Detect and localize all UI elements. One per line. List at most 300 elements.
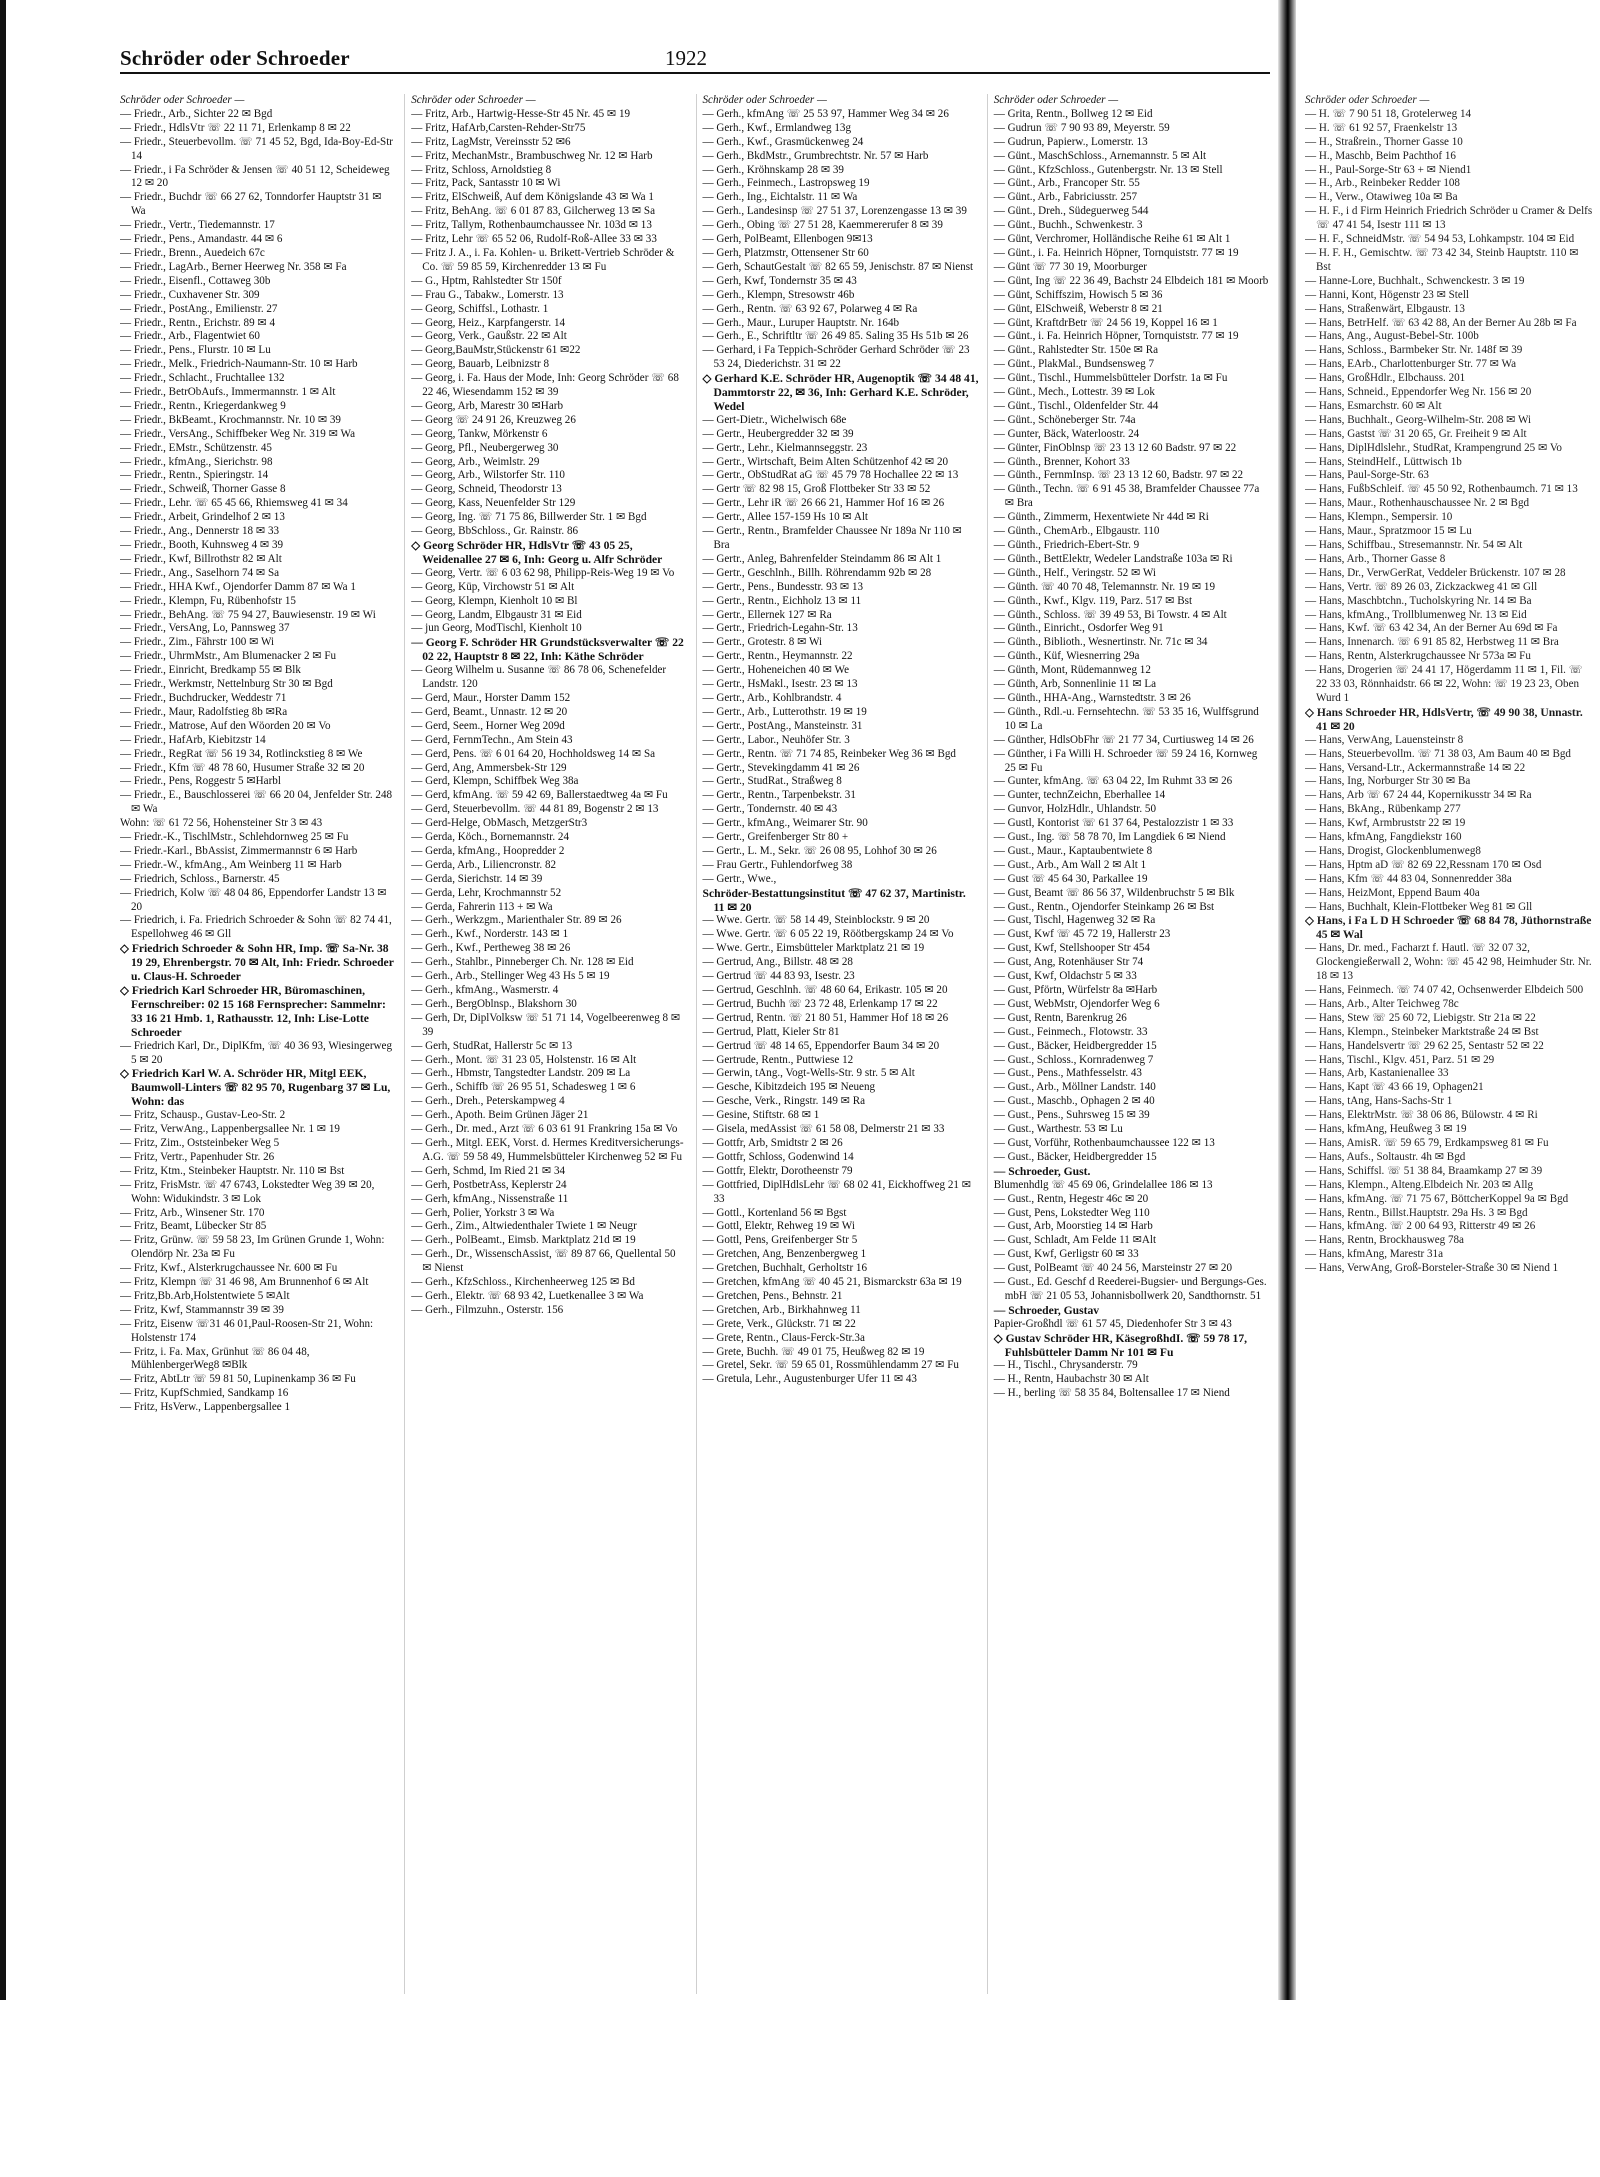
directory-entry: — Gertr., Rentn., Bramfelder Chaussee Nr 189a Nr 110 ✉ Bra xyxy=(702,525,962,551)
directory-entry: — Friedr., Pens., Amandastr. 44 ✉ 6 xyxy=(120,233,283,246)
directory-entry: — Gertrud ☏ 44 83 93, Isestr. 23 xyxy=(702,970,855,983)
directory-entry: — Friedr., Kwf, Billrothstr 82 ✉ Alt xyxy=(120,552,282,565)
directory-column xyxy=(404,94,687,1994)
directory-column xyxy=(120,94,396,1994)
directory-entry: — Günt., i. Fa. Heinrich Höpner, Tornquiststr. 77 ✉ 19 xyxy=(993,330,1239,343)
directory-entry: — Gust., Ing. ☏ 58 78 70, Im Langdiek 6 ✉ Niend xyxy=(993,831,1226,844)
directory-entry: — Gertr., Arb., Kohlbrandstr. 4 xyxy=(702,691,842,704)
directory-entry: — Fritz, Kwf., Alsterkrugchaussee Nr. 600 ✉ Fu xyxy=(120,1262,338,1275)
directory-entry: — Schroeder, Gustav xyxy=(993,1303,1100,1317)
directory-entry: ◇ Gustav Schröder HR, KäsegroßhdI. ☏ 59 78 17, Fuhlsbütteler Damm Nr 101 ✉ Fu xyxy=(993,1331,1248,1359)
directory-entry: — Frau Gertr., Fuhlendorfweg 38 xyxy=(702,858,853,871)
column-heading: Schröder oder Schroeder — xyxy=(993,94,1119,106)
directory-entry: — Hans, Arb, Kastanienallee 33 xyxy=(1305,1067,1449,1080)
directory-entry: — Gust., Arb., Möllner Landstr. 140 xyxy=(993,1081,1156,1094)
directory-entry: ◇ Hans, i Fa L D H Schroeder ☏ 68 84 78, Jüthornstraße 45 ✉ Wal xyxy=(1305,914,1592,942)
directory-entry: — Fritz, Zim., Oststeinbeker Weg 5 xyxy=(120,1136,280,1149)
directory-entry: — Günth., Küf, Wiesnerring 29a xyxy=(993,650,1140,663)
directory-entry: — Günth., Techn. ☏ 6 91 45 38, Bramfelder Chaussee 77a ✉ Bra xyxy=(993,483,1260,510)
directory-entry: — Gerd, kfmAng. ☏ 59 42 69, Ballerstaedtweg 4a ✉ Fu xyxy=(411,789,668,802)
directory-entry: — Günth., HHA-Ang., Warnstedtstr. 3 ✉ 26 xyxy=(993,691,1191,704)
directory-entry: — Fritz, Arb., Hartwig-Hesse-Str 45 Nr. 45 ✉ 19 xyxy=(411,107,631,120)
directory-entry: — Friedr., Rentn., Spieringstr. 14 xyxy=(120,469,269,482)
directory-entry: — Gust, WebMstr, Ojendorfer Weg 6 xyxy=(993,997,1160,1010)
directory-entry: — Friedr., Melk., Friedrich-Naumann-Str. 10 ✉ Harb xyxy=(120,358,358,371)
directory-entry: — Hans, Rentn, Alsterkrugchaussee Nr 573a ✉ Fu xyxy=(1305,650,1531,663)
directory-entry: — Friedr., Kfm ☏ 48 78 60, Husumer Straße 32 ✉ 20 xyxy=(120,761,365,774)
directory-entry: — Günth., ChemArb., Elbgaustr. 110 xyxy=(993,525,1160,538)
directory-entry: — Hans, SteindHelf., Lüttwisch 1b xyxy=(1305,455,1462,468)
directory-entry: — Günt., Tischl., Oldenfelder Str. 44 xyxy=(993,399,1159,412)
directory-entry: — Günth, Mont, Rüdemannweg 12 xyxy=(993,664,1151,677)
directory-entry: — Gerh, Kwf, Tondernstr 35 ✉ 43 xyxy=(702,274,857,287)
directory-page xyxy=(120,0,1270,2000)
directory-entry: — Gust., Bäcker, Heidbergredder 15 xyxy=(993,1039,1157,1052)
directory-entry: — Hans, Maschbtchn., Tucholskyring Nr. 14 ✉ Ba xyxy=(1305,594,1532,607)
directory-entry: — Friedr., Klempn, Fu, Rübenhofstr 15 xyxy=(120,594,296,607)
directory-entry: — Georg, Bauarb, Leibnizstr 8 xyxy=(411,358,550,371)
directory-entry: — Gust., Maur., Kaptaubentwiete 8 xyxy=(993,844,1153,857)
directory-entry: — Friedr., Ang., Saselhorn 74 ✉ Sa xyxy=(120,566,280,579)
directory-entry: — Fritz J. A., i. Fa. Kohlen- u. Brikett-Vertrieb Schröder & Co. ☏ 59 85 59, Kirchenredder 13 ✉ Fu xyxy=(411,246,675,273)
directory-entry: — Hans, DiplHdlslehr., StudRat, Krampengrund 25 ✉ Vo xyxy=(1305,441,1562,454)
directory-entry: — Fritz, ElSchweiß, Auf dem Königslande 43 ✉ Wa 1 xyxy=(411,191,654,204)
directory-entry: — Gust, Kwf, Gerligstr 60 ✉ 33 xyxy=(993,1248,1139,1261)
directory-entry: — Hans, Drogerien ☏ 24 41 17, Högerdamm 11 ✉ 1, Fil. ☏ 22 33 03, Rönnhaidstr. 66 ✉ 22, Wohn: ☏ 19 23 23, Oben Wurd 1 xyxy=(1305,664,1583,704)
directory-entry: — Gerda, Arb., Liliencronstr. 82 xyxy=(411,858,557,871)
directory-entry: — Gottl, Elektr, Rehweg 19 ✉ Wi xyxy=(702,1220,855,1233)
directory-entry: — Hans, Esmarchstr. 60 ✉ Alt xyxy=(1305,399,1442,412)
facing-page xyxy=(1305,0,1595,2000)
page-number: 1922 xyxy=(665,46,707,70)
directory-entry: — Günt., Schöneberger Str. 74a xyxy=(993,413,1136,426)
directory-entry: — Günth., Helf., Veringstr. 52 ✉ Wi xyxy=(993,566,1156,579)
directory-entry: — Günt., PlakMal., Bundsensweg 7 xyxy=(993,358,1154,371)
directory-entry: — Gertr., Heubergredder 32 ✉ 39 xyxy=(702,427,854,440)
directory-entry: — Schroeder, Gust. xyxy=(993,1164,1091,1178)
directory-entry: — Gerd, Ang, Ammersbek-Str 129 xyxy=(411,761,567,774)
directory-entry: — H., Verw., Otawiweg 10a ✉ Ba xyxy=(1305,191,1458,204)
directory-entry: — Fritz, Schausp., Gustav-Leo-Str. 2 xyxy=(120,1109,286,1122)
directory-entry: — Gretchen, kfmAng ☏ 40 45 21, Bismarckstr 63a ✉ 19 xyxy=(702,1276,962,1289)
directory-entry: — Gerh., Kwf., Pertheweg 38 ✉ 26 xyxy=(411,942,571,955)
directory-entry: — Hans, Aufs., Soltaustr. 4h ✉ Bgd xyxy=(1305,1150,1466,1163)
directory-entry: — Gertr., Grotestr. 8 ✉ Wi xyxy=(702,636,823,649)
directory-entry: — Günth., BettElektr, Wedeler Landstraße 103a ✉ Ri xyxy=(993,552,1233,565)
directory-entry: — Gust., Pens., Suhrsweg 15 ✉ 39 xyxy=(993,1109,1150,1122)
directory-entry: — Georg, Küp, Virchowstr 51 ✉ Alt xyxy=(411,580,575,593)
directory-entry: — Günth., Einricht., Osdorfer Weg 91 xyxy=(993,622,1164,635)
directory-entry: — Gerh., PolBeamt., Eimsb. Marktplatz 21d ✉ 19 xyxy=(411,1234,636,1247)
directory-entry: — Georg, Arb., Weimlstr. 29 xyxy=(411,455,540,468)
directory-entry: — Hans, ElektrMstr. ☏ 38 06 86, Bülowstr. 4 ✉ Ri xyxy=(1305,1109,1538,1122)
directory-entry: — Gerd, Maur., Horster Damm 152 xyxy=(411,691,571,704)
directory-entry: — Wwe. Gertr., Eimsbütteler Marktplatz 21 ✉ 19 xyxy=(702,942,925,955)
directory-entry: — Friedr., Pens., Flurstr. 10 ✉ Lu xyxy=(120,344,271,357)
directory-entry: — Hans, BetrHelf. ☏ 63 42 88, An der Berner Au 28b ✉ Fa xyxy=(1305,316,1577,329)
directory-entry: — Friedr., HdlsVtr ☏ 22 11 71, Erlenkamp 8 ✉ 22 xyxy=(120,121,351,134)
directory-entry: — Friedr., Lehr. ☏ 65 45 66, Rhiemsweg 41 ✉ 34 xyxy=(120,497,348,510)
directory-entry: — Hans, Versand-Ltr., Ackermannstraße 14 ✉ 22 xyxy=(1305,761,1526,774)
directory-entry: — Gertr., StudRat., Straßweg 8 xyxy=(702,775,842,788)
directory-entry: — Friedr., Pens, Roggestr 5 ✉Harbl xyxy=(120,775,281,788)
directory-entry: — Friedr., HafArb, Kiebitzstr 14 xyxy=(120,733,266,746)
directory-entry: — Fritz, LagMstr, Vereinsstr 52 ✉6 xyxy=(411,135,571,148)
directory-entry: — Friedr., Werkmstr, Nettelnburg Str 30 ✉ Bgd xyxy=(120,678,333,691)
directory-entry: — H., Tischl., Chrysanderstr. 79 xyxy=(993,1359,1138,1372)
directory-entry: — Georg, Ing. ☏ 71 75 86, Billwerder Str. 1 ✉ Bgd xyxy=(411,511,647,524)
directory-entry: — Hans, Dr. med., Facharzt f. Hautl. ☏ 32 07 32, Glockengießerwall 2, Wohn: ☏ 45 42 98, Heimhuder Str. Nr. 18 ✉ 13 xyxy=(1305,942,1592,983)
directory-entry: — Georg, BbSchloss., Gr. Rainstr. 86 xyxy=(411,525,579,538)
directory-entry: — Fritz, Eisenw ☏31 46 01,Paul-Roosen-Str 21, Wohn: Holstenstr 174 xyxy=(120,1317,374,1344)
directory-entry: — Hans, Klempn., Sempersir. 10 xyxy=(1305,511,1453,524)
directory-entry: — Hans, Schneid., Eppendorfer Weg Nr. 156 ✉ 20 xyxy=(1305,386,1532,399)
directory-entry: — Günth., Zimmerm, Hexentwiete Nr 44d ✉ Ri xyxy=(993,511,1209,524)
directory-entry: — Friedr., Arb., Flagentwiet 60 xyxy=(120,330,260,343)
directory-entry: — Gerh., BergOblnsp., Blakshorn 30 xyxy=(411,997,577,1010)
directory-entry: — Hans, Klempn., Alteng.Elbdeich Nr. 203 ✉ Allg xyxy=(1305,1178,1534,1191)
directory-entry: — Gerh., Hbmstr, Tangstedter Landstr. 209 ✉ La xyxy=(411,1067,631,1080)
directory-entry: — Friedr., Rentn., Erichstr. 89 ✉ 4 xyxy=(120,316,276,329)
directory-entry: — Hans, Straßenwärt, Elbgaustr. 13 xyxy=(1305,302,1465,315)
directory-entry: — Gertr., Rentn., Eichholz 13 ✉ 11 xyxy=(702,594,862,607)
directory-entry: — Gertr., Hoheneichen 40 ✉ We xyxy=(702,664,850,677)
directory-entry: — Günther, HdlsObFhr ☏ 21 77 34, Curtiusweg 14 ✉ 26 xyxy=(993,733,1254,746)
directory-entry: — Hans, VerwAng, Groß-Borsteler-Straße 30 ✉ Niend 1 xyxy=(1305,1262,1559,1275)
directory-entry: — Fritz, Arb., Winsener Str. 170 xyxy=(120,1206,265,1219)
directory-entry: — H., Straßrein., Thorner Gasse 10 xyxy=(1305,135,1463,148)
directory-entry: — Gust, Vorführ, Rothenbaumchaussee 122 ✉ 13 xyxy=(993,1136,1215,1149)
column-heading: Schröder oder Schroeder — xyxy=(120,94,245,106)
directory-entry: — Gerd, Beamt., Unnastr. 12 ✉ 20 xyxy=(411,705,568,718)
directory-entry: — Günt, Ing ☏ 22 36 49, Bachstr 24 Elbdeich 181 ✉ Moorb xyxy=(993,274,1269,287)
directory-entry: — Friedr., i Fa Schröder & Jensen ☏ 40 51 12, Scheideweg 12 ✉ 20 xyxy=(120,163,390,190)
directory-entry: — Friedr., Arbeit, Grindelhof 2 ✉ 13 xyxy=(120,511,285,524)
directory-entry: — Hans, kfmAng, Heußweg 3 ✉ 19 xyxy=(1305,1123,1467,1136)
directory-entry: — Friedr.-W., kfmAng., Am Weinberg 11 ✉ Harb xyxy=(120,858,342,871)
directory-entry: — Friedr., PostAng., Emilienstr. 27 xyxy=(120,302,278,315)
directory-entry: — Gerh, Schmd, Im Ried 21 ✉ 34 xyxy=(411,1164,566,1177)
directory-entry: — Gerh., Mont. ☏ 31 23 05, Holstenstr. 16 ✉ Alt xyxy=(411,1053,637,1066)
directory-entry: — H., Rentn, Haubachstr 30 ✉ Alt xyxy=(993,1373,1149,1386)
directory-entry: — Georg, Arb, Marestr 30 ✉Harb xyxy=(411,399,563,412)
directory-entry: — Fritz, AbtLtr ☏ 59 81 50, Lupinenkamp 36 ✉ Fu xyxy=(120,1373,356,1386)
directory-entry: — Gretula, Lehr., Augustenburger Ufer 11 ✉ 43 xyxy=(702,1373,917,1386)
directory-entry: — Günth., Biblioth., Wesnertinstr. Nr. 71c ✉ 34 xyxy=(993,636,1208,649)
directory-entry: — Friedr., kfmAng., Sierichstr. 98 xyxy=(120,455,273,468)
directory-entry: — Gerh., Dreh., Peterskampweg 4 xyxy=(411,1095,565,1108)
directory-entry: — Hans, kfmAng., Trollblumenweg Nr. 13 ✉ Eid xyxy=(1305,608,1527,621)
directory-entry: — Gust, Kwf, Stellshooper Str 454 xyxy=(993,942,1150,955)
directory-entry: — Gertr., Allee 157-159 Hs 10 ✉ Alt xyxy=(702,511,869,524)
directory-entry: — Gert-Dietr., Wichelwisch 68e xyxy=(702,413,847,426)
directory-entry: — Gerh, SchautGestalt ☏ 82 65 59, Jenischstr. 87 ✉ Nienst xyxy=(702,260,974,273)
directory-column xyxy=(696,94,979,1994)
directory-entry: — Gust., Arb., Am Wall 2 ✉ Alt 1 xyxy=(993,858,1147,871)
directory-entry: — Gustl, Kontorist ☏ 61 37 64, Pestalozzistr 1 ✉ 33 xyxy=(993,817,1234,830)
directory-entry: — Hans, Arb., Thorner Gasse 8 xyxy=(1305,552,1446,565)
scan-bottom-border xyxy=(0,2000,1600,2177)
directory-entry: — Gust, PolBeamt ☏ 40 24 56, Marsteinstr 27 ✉ 20 xyxy=(993,1262,1233,1275)
directory-entry: — Hans, Paul-Sorge-Str. 63 xyxy=(1305,469,1429,482)
directory-entry: — Günther, i Fa Willi H. Schroeder ☏ 59 24 16, Kornweg 25 ✉ Fu xyxy=(993,747,1258,774)
directory-entry: — Hans, Drogist, Glockenblumenweg8 xyxy=(1305,844,1481,857)
directory-entry: — Gesche, Verk., Ringstr. 149 ✉ Ra xyxy=(702,1095,866,1108)
directory-entry: — Hans, Arb ☏ 67 24 44, Kopernikusstr 34 ✉ Ra xyxy=(1305,789,1532,802)
page-header xyxy=(120,44,1270,74)
directory-entry: — Hans, Klempn., Steinbeker Marktstraße 24 ✉ Bst xyxy=(1305,1025,1539,1038)
directory-entry: — Gudrun, Papierw., Lomerstr. 13 xyxy=(993,135,1148,148)
directory-entry: — Hans, Stew ☏ 25 60 72, Liebigstr. Str 21a ✉ 22 xyxy=(1305,1011,1536,1024)
directory-entry: — Hans, FußbSchleif. ☏ 45 50 92, Rothenbaumch. 71 ✉ 13 xyxy=(1305,483,1578,496)
directory-entry: — Hans, VerwAng, Lauensteinstr 8 xyxy=(1305,733,1464,746)
column-heading: Schröder oder Schroeder — xyxy=(411,94,536,106)
directory-entry: — Gerh., Ing., Eichtalstr. 11 ✉ Wa xyxy=(702,191,858,204)
directory-entry: — Gertrud, Buchh ☏ 23 72 48, Erlenkamp 17 ✉ 22 xyxy=(702,997,938,1010)
book-gutter xyxy=(1278,0,1296,2000)
directory-entry: — Günt., Dreh., Südeguerweg 544 xyxy=(993,205,1149,218)
directory-entry: — G., Hptm, Rahlstedter Str 150f xyxy=(411,274,562,287)
directory-entry: — Friedr., Zim., Fährstr 100 ✉ Wi xyxy=(120,636,275,649)
directory-entry: — Gerda, Lehr, Krochmannstr 52 xyxy=(411,886,562,899)
directory-entry: — Gerh., Zim., Altwiedenthaler Twiete 1 ✉ Neugr xyxy=(411,1220,637,1233)
directory-entry: — Günth. ☏ 40 70 48, Telemannstr. Nr. 19 ✉ 19 xyxy=(993,580,1215,593)
directory-entry: Papier-Großhdl ☏ 61 57 45, Diedenhofer Str 3 ✉ 43 xyxy=(993,1317,1232,1330)
directory-entry: — Friedr., RegRat ☏ 56 19 34, Rotlinckstieg 8 ✉ We xyxy=(120,747,363,760)
directory-entry: — Friedr., VersAng, Lo, Pannsweg 37 xyxy=(120,622,290,635)
directory-entry: — Hans, Ang., August-Bebel-Str. 100b xyxy=(1305,330,1479,343)
directory-entry: — Gertr., Rentn., Tarpenbekstr. 31 xyxy=(702,789,856,802)
directory-entry: — Georg, Heiz., Karpfangerstr. 14 xyxy=(411,316,566,329)
directory-entry: — Günt, Verchromer, Holländische Reihe 61 ✉ Alt 1 xyxy=(993,233,1231,246)
directory-entry: — jun Georg, ModTischl, Kienholt 10 xyxy=(411,622,582,635)
directory-entry: — Grete, Rentn., Claus-Ferck-Str.3a xyxy=(702,1331,865,1344)
directory-entry: — Gust, Kwf ☏ 45 72 19, Hallerstr 23 xyxy=(993,928,1171,941)
directory-entry: — Friedr., HHA Kwf., Ojendorfer Damm 87 ✉ Wa 1 xyxy=(120,580,356,593)
directory-entry: — Hans, AmisR. ☏ 59 65 79, Erdkampsweg 81 ✉ Fu xyxy=(1305,1136,1549,1149)
directory-entry: — Hans, HeizMont, Eppend Baum 40a xyxy=(1305,886,1480,899)
directory-entry: — Hanne-Lore, Buchhalt., Schwenckestr. 3 ✉ 19 xyxy=(1305,274,1525,287)
directory-entry: — Gertrud ☏ 48 14 65, Eppendorfer Baum 34 ✉ 20 xyxy=(702,1039,940,1052)
directory-entry: — Günt., Buchh., Schwenkestr. 3 xyxy=(993,219,1143,232)
directory-entry: — Fritz, i. Fa. Max, Grünhut ☏ 86 04 48, MühlenbergerWeg8 ✉Blk xyxy=(120,1345,310,1372)
directory-entry: — Günter, FinOblnsp ☏ 23 13 12 60 Badstr. 97 ✉ 22 xyxy=(993,441,1237,454)
directory-entry: — Friedr., Matrose, Auf den Wöorden 20 ✉ Vo xyxy=(120,719,331,732)
directory-entry: — Gerh., Filmzuhn., Osterstr. 156 xyxy=(411,1303,564,1316)
directory-entry: — Friedr., Buchdr ☏ 66 27 62, Tonndorfer Hauptstr 31 ✉ Wa xyxy=(120,191,382,218)
directory-entry: — Gust, Schladt, Am Felde 11 ✉Alt xyxy=(993,1234,1157,1247)
directory-entry: — Gretel, Sekr. ☏ 59 65 01, Rossmühlendamm 27 ✉ Fu xyxy=(702,1359,959,1372)
directory-entry: — Friedr., Eisenfl., Cottaweg 30b xyxy=(120,274,271,287)
directory-entry: — Friedr., BetrObAufs., Immermannstr. 1 ✉ Alt xyxy=(120,386,336,399)
directory-entry: — Gerh., Rentn. ☏ 63 92 67, Polarweg 4 ✉ Ra xyxy=(702,302,918,315)
directory-entry: — Gust, Tischl, Hagenweg 32 ✉ Ra xyxy=(993,914,1156,927)
directory-entry: — Gerd, FernmTechn., Am Stein 43 xyxy=(411,733,573,746)
directory-entry: — Gerh., Klempn, Stresowstr 46b xyxy=(702,288,855,301)
directory-entry: — Hans, Innenarch. ☏ 6 91 85 82, Herbstweg 11 ✉ Bra xyxy=(1305,636,1559,649)
directory-entry: — Grita, Rentn., Bollweg 12 ✉ Eid xyxy=(993,107,1153,120)
directory-entry: — H. F. H., Gemischtw. ☏ 73 42 34, Steinb Hauptstr. 110 ✉ Bst xyxy=(1305,246,1579,273)
directory-entry: — Fritz, Schloss, Arnoldstieg 8 xyxy=(411,163,552,176)
directory-entry: — Gerh., Obing ☏ 27 51 28, Kaemmererufer 8 ✉ 39 xyxy=(702,219,943,232)
directory-entry: — Gust., Bäcker, Heidbergredder 15 xyxy=(993,1150,1157,1163)
directory-entry: — Gerd, Klempn, Schiffbek Weg 38a xyxy=(411,775,579,788)
directory-entry: — Hans, Arb., Alter Teichweg 78c xyxy=(1305,997,1459,1010)
directory-entry: — Gertr., L. M., Sekr. ☏ 26 08 95, Lohhof 30 ✉ 26 xyxy=(702,844,937,857)
directory-entry: Schröder-Bestattungsinstitut ☏ 47 62 37, Martinistr. 11 ✉ 20 xyxy=(702,886,966,914)
directory-entry: — Gerd-Helge, ObMasch, MetzgerStr3 xyxy=(411,817,588,830)
directory-entry: — Friedr., Buchdrucker, Weddestr 71 xyxy=(120,691,287,704)
directory-entry: — Wwe. Gertr. ☏ 58 14 49, Steinblockstr. 9 ✉ 20 xyxy=(702,914,930,927)
directory-entry: — Hans, Kfm ☏ 44 83 04, Sonnenredder 38a xyxy=(1305,872,1512,885)
directory-entry: — Gertr., Pens., Bundesstr. 93 ✉ 13 xyxy=(702,580,864,593)
directory-entry: — Friedrich, i. Fa. Friedrich Schroeder & Sohn ☏ 82 74 41, Espellohweg 46 ✉ Gll xyxy=(120,914,392,941)
directory-entry: — Gretchen, Pens., Behnstr. 21 xyxy=(702,1289,843,1302)
directory-entry: — Gerh, kfmAng., Nissenstraße 11 xyxy=(411,1192,569,1205)
directory-entry: — Gerh, StudRat, Hallerstr 5c ✉ 13 xyxy=(411,1039,573,1052)
directory-entry: — Hans, Kwf. ☏ 63 42 34, An der Berner Au 69d ✉ Fa xyxy=(1305,622,1558,635)
directory-entry: — Günt., Arb., Francoper Str. 55 xyxy=(993,177,1140,190)
directory-entry: — Gottfr, Arb, Smidtstr 2 ✉ 26 xyxy=(702,1136,843,1149)
directory-entry: — Günth, Arb, Sonnenlinie 11 ✉ La xyxy=(993,678,1157,691)
directory-entry: — Gertrud, Geschlnh. ☏ 48 60 64, Erikastr. 105 ✉ 20 xyxy=(702,984,948,996)
directory-entry: ◇ Georg Schröder HR, HdlsVtr ☏ 43 05 25, Weidenallee 27 ✉ 6, Inh: Georg u. Alfr Schröder xyxy=(411,539,663,566)
directory-entry: — Günt., Mech., Lottestr. 39 ✉ Lok xyxy=(993,386,1155,399)
directory-entry: — Gust., Feinmech., Flotowstr. 33 xyxy=(993,1025,1148,1038)
directory-entry: — Hans, Dr., VerwGerRat, Veddeler Brückenstr. 107 ✉ 28 xyxy=(1305,566,1566,579)
directory-entry: — Friedr., Brenn., Auedeich 67c xyxy=(120,246,265,259)
directory-entry: — Fritz, MechanMstr., Brambuschweg Nr. 12 ✉ Harb xyxy=(411,149,653,162)
directory-entry: — Gerh, PostbetrAss, Keplerstr 24 xyxy=(411,1178,567,1191)
directory-entry: — Hans, Maur., Rothenhauschaussee Nr. 2 ✉ Bgd xyxy=(1305,497,1530,510)
directory-entry: — Gretchen, Buchhalt, Gerholtstr 16 xyxy=(702,1262,868,1275)
directory-entry: — Grete, Buchh. ☏ 49 01 75, Heußweg 82 ✉ 19 xyxy=(702,1345,925,1358)
directory-column xyxy=(987,94,1270,1994)
directory-entry: — Günth., Brenner, Kohort 33 xyxy=(993,455,1130,468)
directory-columns xyxy=(120,94,1270,1994)
directory-entry: — Gertrud, Rentn. ☏ 21 80 51, Hammer Hof 18 ✉ 26 xyxy=(702,1011,949,1024)
directory-entry: — Friedr., Vertr., Tiedemannstr. 17 xyxy=(120,219,275,232)
directory-entry: — Friedrich, Schloss., Barnerstr. 45 xyxy=(120,872,280,885)
directory-entry: — Friedr., Arb., Sichter 22 ✉ Bgd xyxy=(120,107,273,120)
directory-entry: — Gust., Pens., Mathfesselstr. 43 xyxy=(993,1067,1142,1080)
directory-entry: — Gunter, kfmAng. ☏ 63 04 22, Im Ruhmt 33 ✉ 26 xyxy=(993,775,1233,788)
directory-entry: — Georg, Klempn, Kienholt 10 ✉ Bl xyxy=(411,594,578,607)
directory-entry: — Friedr., Steuerbevollm. ☏ 71 45 52, Bgd, Ida-Boy-Ed-Str 14 xyxy=(120,135,394,162)
directory-entry: — Gerh., Schiffb ☏ 26 95 51, Schadesweg 1 ✉ 6 xyxy=(411,1081,636,1094)
directory-entry: — Gertr., Lehr., Kielmannseggstr. 23 xyxy=(702,441,868,454)
directory-entry: — Fritz, Pack, Santasstr 10 ✉ Wi xyxy=(411,177,561,190)
directory-entry: — Friedr., Maur, Radolfstieg 8b ✉Ra xyxy=(120,705,288,718)
directory-entry: — Georg, i. Fa. Haus der Mode, Inh: Georg Schröder ☏ 68 22 46, Wiesendamm 152 ✉ 39 xyxy=(411,372,679,399)
directory-entry: — Fritz, Ktm., Steinbeker Hauptstr. Nr. 110 ✉ Bst xyxy=(120,1164,345,1177)
directory-entry: — Gerda, Sierichstr. 14 ✉ 39 xyxy=(411,872,543,885)
directory-entry: — Gunter, technZeichn, Eberhallee 14 xyxy=(993,789,1166,802)
directory-entry: — Günth., FernmInsp. ☏ 23 13 12 60, Badstr. 97 ✉ 22 xyxy=(993,469,1244,482)
directory-entry: — Hans, EArb., Charlottenburger Str. 77 ✉ Wa xyxy=(1305,358,1517,371)
directory-entry: — Günth., Kwf., Klgv. 119, Parz. 517 ✉ Bst xyxy=(993,594,1193,607)
directory-entry: — Gust, Beamt ☏ 86 56 37, Wildenbruchstr 5 ✉ Blk xyxy=(993,886,1235,899)
directory-entry: — Gertr ☏ 82 98 15, Groß Flottbeker Str 33 ✉ 52 xyxy=(702,483,931,496)
directory-entry: — Gertr., Wirtschaft, Beim Alten Schützenhof 42 ✉ 20 xyxy=(702,455,949,468)
directory-entry: — Fritz,Bb.Arb,Holstentwiete 5 ✉Alt xyxy=(120,1289,290,1302)
directory-entry: — Gertr., ObStudRat aG ☏ 45 79 78 Hochallee 22 ✉ 13 xyxy=(702,469,959,482)
directory-entry: — Fritz, VerwAng., Lappenbergsallee Nr. 1 ✉ 19 xyxy=(120,1123,340,1136)
directory-entry: — Friedr., EMstr., Schützenstr. 45 xyxy=(120,441,272,454)
directory-entry: — Hans, Schloss., Barmbeker Str. Nr. 148f ✉ 39 xyxy=(1305,344,1523,357)
directory-entry: — Gottfried, DiplHdlsLehr ☏ 68 02 41, Eickhoffweg 21 ✉ 33 xyxy=(702,1178,972,1205)
directory-entry: — Gertr., Geschlnh., Billh. Röhrendamm 92b ✉ 28 xyxy=(702,566,932,579)
directory-entry: — Georg, Schiffsl., Lothastr. 1 xyxy=(411,302,549,315)
directory-entry: — Gerh., Maur., Luruper Hauptstr. Nr. 164b xyxy=(702,316,900,329)
directory-entry: — Friedr., Cuxhavener Str. 309 xyxy=(120,288,260,301)
directory-entry: — Günt, ElSchweiß, Weberstr 8 ✉ 21 xyxy=(993,302,1163,315)
directory-entry: — Gust, Ang, Rotenhäuser Str 74 xyxy=(993,956,1144,969)
directory-entry: — Gerh, Dr, DiplVolksw ☏ 51 71 14, Vogelbeerenweg 8 ✉ 39 xyxy=(411,1011,681,1038)
directory-entry: — Fritz, FrisMstr. ☏ 47 6743, Lokstedter Weg 39 ✉ 20, Wohn: Widukindstr. 3 ✉ Lok xyxy=(120,1178,375,1205)
directory-entry: ◇ Friedrich Schroeder & Sohn HR, Imp. ☏ Sa-Nr. 38 19 29, Ehrenbergstr. 70 ✉ Alt, Inh: Friedr. Schroeder u. Claus-H. Schroeder xyxy=(120,942,394,984)
directory-entry: — Hans, Ing, Norburger Str 30 ✉ Ba xyxy=(1305,775,1471,788)
directory-entry: — Gertrud, Platt, Kieler Str 81 xyxy=(702,1025,840,1038)
directory-entry: — Wwe. Gertr. ☏ 6 05 22 19, Röötbergskamp 24 ✉ Vo xyxy=(702,928,954,941)
directory-entry: — Fritz, HsVerw., Lappenbergsallee 1 xyxy=(120,1401,291,1414)
directory-entry: — Friedr., UhrmMstr., Am Blumenacker 2 ✉ Fu xyxy=(120,650,337,663)
directory-entry: — Hans, Buchhalt., Georg-Wilhelm-Str. 208 ✉ Wi xyxy=(1305,413,1532,426)
directory-entry: — Gerh., kfmAng., Wasmerstr. 4 xyxy=(411,984,559,996)
directory-entry: — Hanni, Kont, Högenstr 23 ✉ Stell xyxy=(1305,288,1469,301)
directory-entry: — Gertr., Greifenberger Str 80 + xyxy=(702,831,849,844)
directory-entry: — Hans, kfmAng. ☏ 2 00 64 93, Ritterstr 49 ✉ 26 xyxy=(1305,1220,1536,1233)
directory-entry: — Georg, Landm, Elbgaustr 31 ✉ Eid xyxy=(411,608,582,621)
directory-entry: — Gerh., Werkzgm., Marienthaler Str. 89 ✉ 26 xyxy=(411,914,622,927)
directory-entry: — Gottl, Pens, Greifenberger Str 5 xyxy=(702,1234,858,1247)
directory-entry: — Gertr., Lehr iR ☏ 26 66 21, Hammer Hof 16 ✉ 26 xyxy=(702,497,945,510)
directory-entry: — Gust, Rentn, Barenkrug 26 xyxy=(993,1011,1127,1024)
directory-entry: — Gunter, Bäck, Waterloostr. 24 xyxy=(993,427,1140,440)
directory-entry: — Gertrude, Rentn., Puttwiese 12 xyxy=(702,1053,854,1066)
directory-entry: — Hans, Hptm aD ☏ 82 69 22,Ressnam 170 ✉ Osd xyxy=(1305,858,1542,871)
directory-entry: — Gust, Kwf, Oldachstr 5 ✉ 33 xyxy=(993,970,1137,983)
directory-entry: — Georg, Tankw, Mörkenstr 6 xyxy=(411,427,548,440)
directory-entry: — Gretchen, Arb., Birkhahnweg 11 xyxy=(702,1303,861,1316)
directory-entry: — Gerda, Köch., Bornemannstr. 24 xyxy=(411,831,569,844)
directory-entry: — Georg Wilhelm u. Susanne ☏ 86 78 06, Schenefelder Landstr. 120 xyxy=(411,664,667,691)
directory-entry: — H., Paul-Sorge-Str 63 + ✉ Niend1 xyxy=(1305,163,1472,176)
directory-entry: — Gust ☏ 45 64 30, Parkallee 19 xyxy=(993,872,1148,885)
facing-page-columns xyxy=(1305,94,1595,1994)
directory-entry: — Gertr., Arb., Lutterothstr. 19 ✉ 19 xyxy=(702,705,867,718)
directory-entry: — Gerd, Pens. ☏ 6 01 64 20, Hochholdsweg 14 ✉ Sa xyxy=(411,747,656,760)
directory-entry: — Hans, BkAng., Rübenkamp 277 xyxy=(1305,803,1461,816)
directory-entry: — Gust., Maschb., Ophagen 2 ✉ 40 xyxy=(993,1095,1155,1108)
directory-entry: — Gertr., Rentn., Heymannstr. 22 xyxy=(702,650,853,663)
directory-entry: — Gerh., KfzSchloss., Kirchenheerweg 125 ✉ Bd xyxy=(411,1276,635,1289)
directory-entry: ◇ Hans Schroeder HR, HdlsVertr, ☏ 49 90 38, Unnastr. 41 ✉ 20 xyxy=(1305,705,1583,733)
directory-entry: — Gerh., kfmAng ☏ 25 53 97, Hammer Weg 34 ✉ 26 xyxy=(702,107,949,120)
directory-entry: — Hans, Steuerbevollm. ☏ 71 38 03, Am Baum 40 ✉ Bgd xyxy=(1305,747,1571,760)
directory-entry: — Hans, Rentn., Billst.Hauptstr. 29a Hs. 3 ✉ Bgd xyxy=(1305,1206,1528,1219)
directory-entry: — Friedr., BkBeamt., Krochmannstr. Nr. 10 ✉ 39 xyxy=(120,413,341,426)
directory-entry: — Friedr., Schlacht., Fruchtallee 132 xyxy=(120,372,285,385)
directory-entry: — Georg,BauMstr,Stückenstr 61 ✉22 xyxy=(411,344,581,357)
directory-entry: — Hans, kfmAng, Fangdiekstr 160 xyxy=(1305,831,1462,844)
directory-entry: — Gerh, PolBeamt, Ellenbogen 9✉13 xyxy=(702,233,873,246)
directory-entry: — Gertrud, Ang., Billstr. 48 ✉ 28 xyxy=(702,956,853,969)
directory-entry: — Georg, Pfl., Neubergerweg 30 xyxy=(411,441,559,454)
directory-entry: — Hans, kfmAng. ☏ 71 75 67, BöttcherKoppel 9a ✉ Bgd xyxy=(1305,1192,1569,1205)
directory-entry: — Günt ☏ 77 30 19, Moorburger xyxy=(993,260,1148,273)
directory-entry: — Gesche, Kibitzdeich 195 ✉ Neueng xyxy=(702,1081,876,1094)
